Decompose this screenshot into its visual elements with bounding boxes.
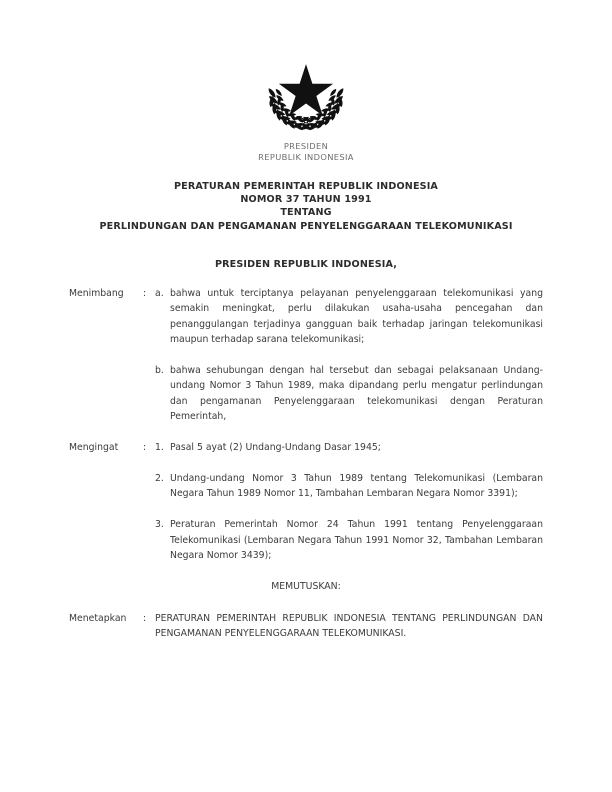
list-marker: 1. (155, 442, 164, 454)
document-title (0, 180, 612, 233)
list-text: bahwa sehubungan dengan hal tersebut dan sebagai pelaksanaan Undang-undang Nomor 3 Tahun 1989, maka dipandang perlu mengatur perlindungan dan pengamanan Penyelenggaraan telekomunikasi dengan Peraturan Pemerintah, (170, 365, 543, 423)
emblem-block (0, 47, 612, 162)
clause-mengingat (69, 440, 543, 563)
clause-menimbang (69, 286, 543, 425)
list-text: Pasal 5 ayat (2) Undang-Undang Dasar 1945; (170, 442, 381, 454)
mengingat-colon: : (143, 442, 147, 454)
list-item (155, 440, 543, 455)
list-text: Peraturan Pemerintah Nomor 24 Tahun 1991 tentang Penyelenggaraan Telekomunikasi (Lembaran Negara Tahun 1991 Nomor 32, Tambahan Lembaran Negara Nomor 3439); (170, 519, 543, 562)
list-marker: b. (155, 365, 164, 377)
emblem-caption-line-2: REPUBLIK INDONESIA (258, 151, 354, 162)
issuing-authority: PRESIDEN REPUBLIK INDONESIA, (214, 259, 398, 270)
emblem-caption (0, 141, 612, 162)
emblem-caption-line-1: PRESIDEN (283, 141, 329, 151)
title-line-tentang: TENTANG (280, 207, 332, 219)
menimbang-label: Menimbang (69, 288, 124, 299)
list-marker: a. (155, 288, 164, 299)
clause-menetapkan (69, 611, 543, 642)
title-line-number: NOMOR 37 TAHUN 1991 (240, 194, 372, 206)
mengingat-label: Mengingat (69, 442, 119, 454)
title-line-subject: PERLINDUNGAN DAN PENGAMANAN PENYELENGGARAAN TELEKOMUNIKASI (99, 220, 513, 232)
list-item (155, 363, 543, 425)
list-marker: 2. (155, 473, 164, 485)
title-line-regulation: PERATURAN PEMERINTAH REPUBLIK INDONESIA (173, 181, 439, 192)
list-text: Undang-undang Nomor 3 Tahun 1989 tentang Telekomunikasi (Lembaran Negara Tahun 1989 Nomor 11, Tambahan Lembaran Negara Nomor 3391); (170, 473, 543, 500)
menimbang-items (155, 286, 543, 425)
menetapkan-colon: : (143, 612, 147, 624)
list-item (155, 471, 543, 502)
list-text: bahwa untuk terciptanya pelayanan penyelenggaraan telekomunikasi yang semakin meningkat, perlu dilakukan usaha-usaha pencegahan dan penanggulangan terjadinya gangguan baik terhadap jaringan telekomunikasi maupun terhadap sarana telekomunikasi; (170, 288, 543, 346)
list-item (155, 517, 543, 563)
menetapkan-label: Menetapkan (69, 612, 127, 624)
memutuskan-heading: MEMUTUSKAN: (271, 581, 341, 593)
mengingat-items (155, 440, 543, 563)
list-marker: 3. (155, 519, 164, 531)
menimbang-colon: : (143, 288, 147, 299)
menetapkan-items (155, 611, 543, 642)
list-item (155, 286, 543, 348)
menetapkan-text: PERATURAN PEMERINTAH REPUBLIK INDONESIA TENTANG PERLINDUNGAN DAN PENGAMANAN PENYELENGGARAAN TELEKOMUNIKASI. (155, 612, 543, 640)
document-body (69, 286, 543, 642)
presidential-seal-icon (263, 47, 349, 133)
